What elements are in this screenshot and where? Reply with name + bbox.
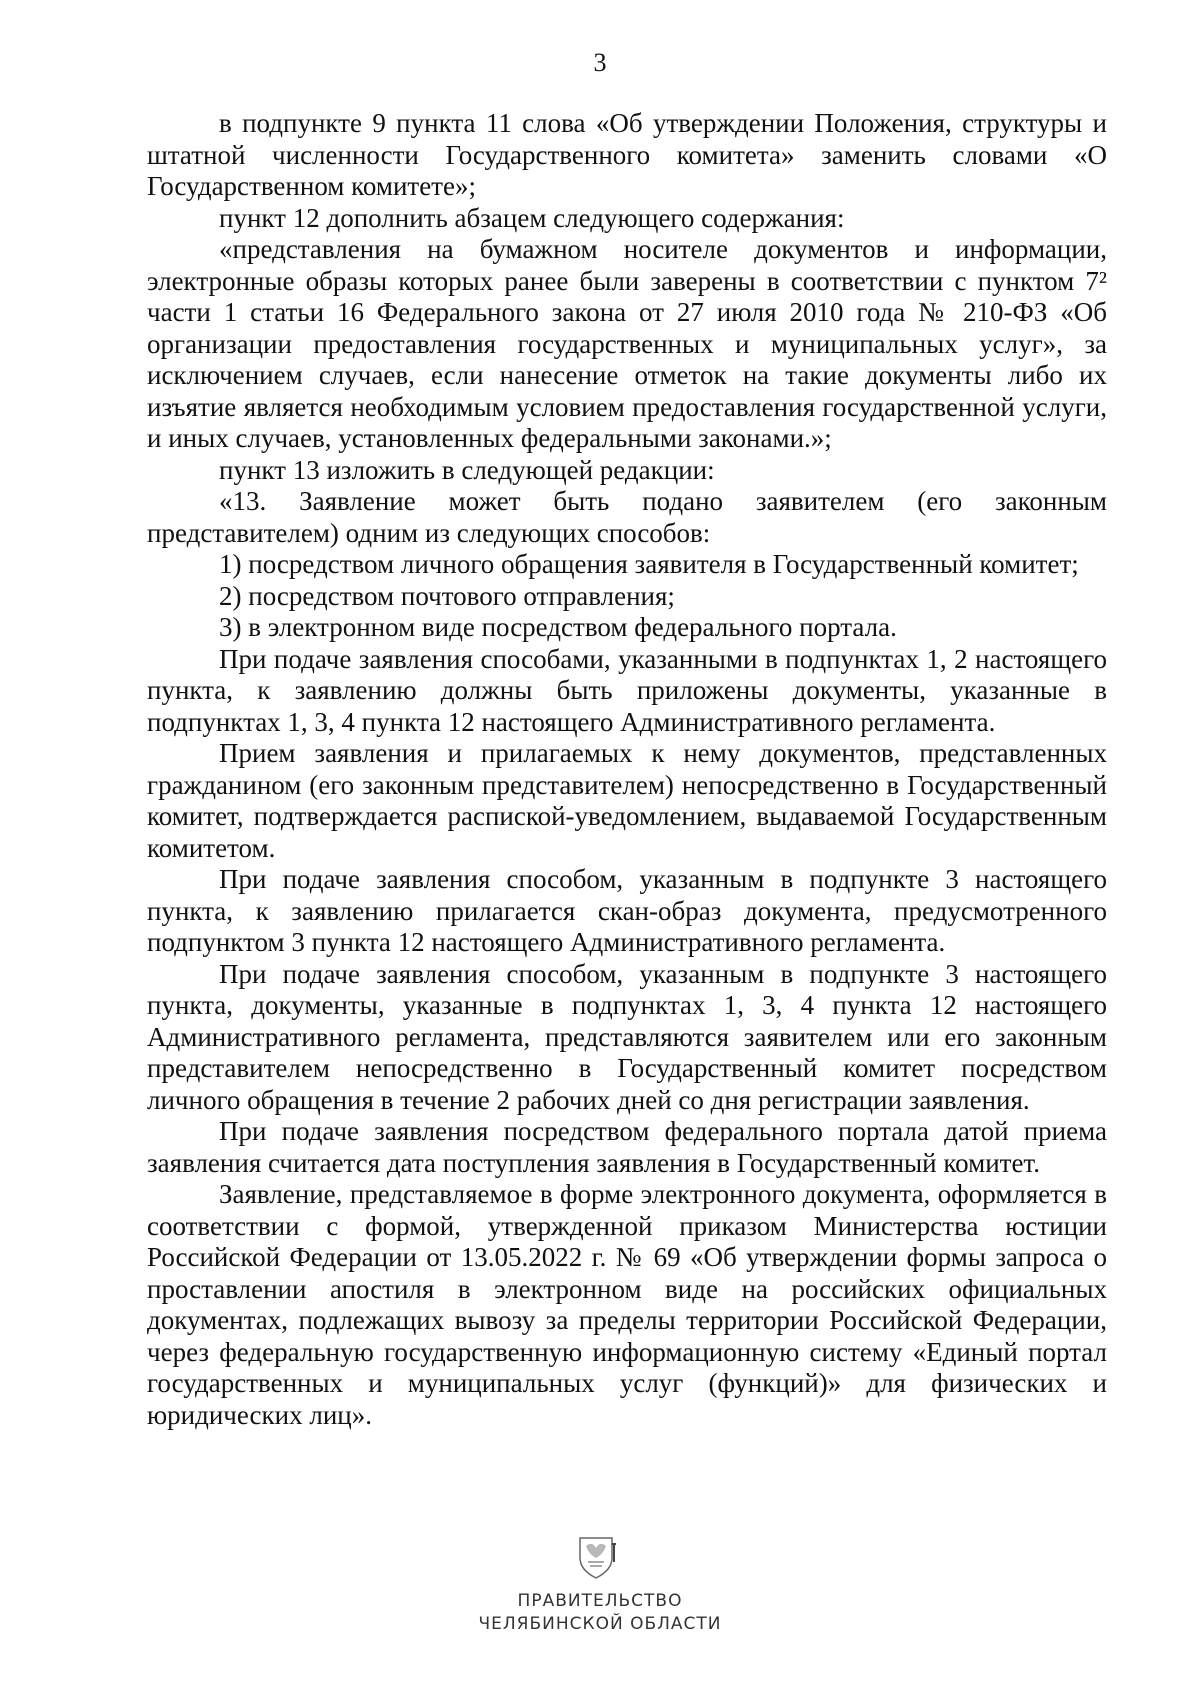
paragraph: При подаче заявления способами, указанными в подпунктах 1, 2 настоящего пункта, к заявлению должны быть приложены документы, указанные в подпунктах 1, 3, 4 пункта 12 настоящего Административного регламента.: [147, 643, 1107, 737]
page-number: 3: [593, 48, 607, 77]
issuer-line-2: ЧЕЛЯБИНСКОЙ ОБЛАСТИ: [478, 1614, 722, 1634]
coat-of-arms-icon: [574, 1532, 618, 1580]
paragraph: 2) посредством почтового отправления;: [219, 580, 675, 611]
paragraph: При подаче заявления посредством федерального портала датой приема заявления считается дата поступления заявления в Государственный комитет.: [147, 1116, 1107, 1178]
paragraph: При подаче заявления способом, указанным в подпункте 3 настоящего пункта, к заявлению прилагается скан-образ документа, предусмотренного подпунктом 3 пункта 12 настоящего Административного регламента.: [147, 864, 1107, 957]
paragraph: «представления на бумажном носителе документов и информации, электронные образы которых ранее были заверены в соответствии с пунктом 7² части 1 статьи 16 Федерального закона от 27 июля 2010 года № 210-ФЗ «Об организации предоставления государственных и муниципальных услуг», за исключением случаев, если нанесение отметок на такие документы либо их изъятие является необходимым условием предоставления государственной услуги, и иных случаев, установленных федеральными законами.»;: [147, 234, 1107, 453]
paragraph: в подпункте 9 пункта 11 слова «Об утверждении Положения, структуры и штатной численности Государственного комитета» заменить словами «О Государственном комитете»;: [147, 108, 1107, 201]
paragraph: пункт 13 изложить в следующей редакции:: [219, 454, 715, 485]
paragraph: Прием заявления и прилагаемых к нему документов, представленных гражданином (его законным представителем) непосредственно в Государственный комитет, подтверждается распиской-уведомлением, выдаваемой Государственным комитетом.: [147, 738, 1107, 863]
paragraph: При подаче заявления способом, указанным в подпункте 3 настоящего пункта, документы, указанные в подпунктах 1, 3, 4 пункта 12 настоящего Административного регламента, представляются заявителем или его законным представителем непосредственно в Государственный комитет посредством личного обращения в течение 2 рабочих дней со дня регистрации заявления.: [147, 958, 1107, 1115]
document-body: [147, 108, 1107, 1431]
paragraph: Заявление, представляемое в форме электронного документа, оформляется в соответствии с формой, утвержденной приказом Министерства юстиции Российской Федерации от 13.05.2022 г. № 69 «Об утверждении формы запроса о проставлении апостиля в электронном виде на российских официальных документах, подлежащих вывозу за пределы территории Российской Федерации, через федеральную государственную информационную систему «Единый портал государственных и муниципальных услуг (функций)» для физических и юридических лиц».: [147, 1179, 1107, 1430]
paragraph: 3) в электронном виде посредством федерального портала.: [219, 612, 897, 642]
paragraph: «13. Заявление может быть подано заявителем (его законным представителем) одним из следующих способов:: [147, 486, 1107, 548]
paragraph: 1) посредством личного обращения заявителя в Государственный комитет;: [219, 549, 1079, 579]
paragraph: пункт 12 дополнить абзацем следующего содержания:: [219, 202, 845, 233]
issuer-name: [0, 1590, 1200, 1636]
issuer-line-1: ПРАВИТЕЛЬСТВО: [517, 1591, 683, 1611]
